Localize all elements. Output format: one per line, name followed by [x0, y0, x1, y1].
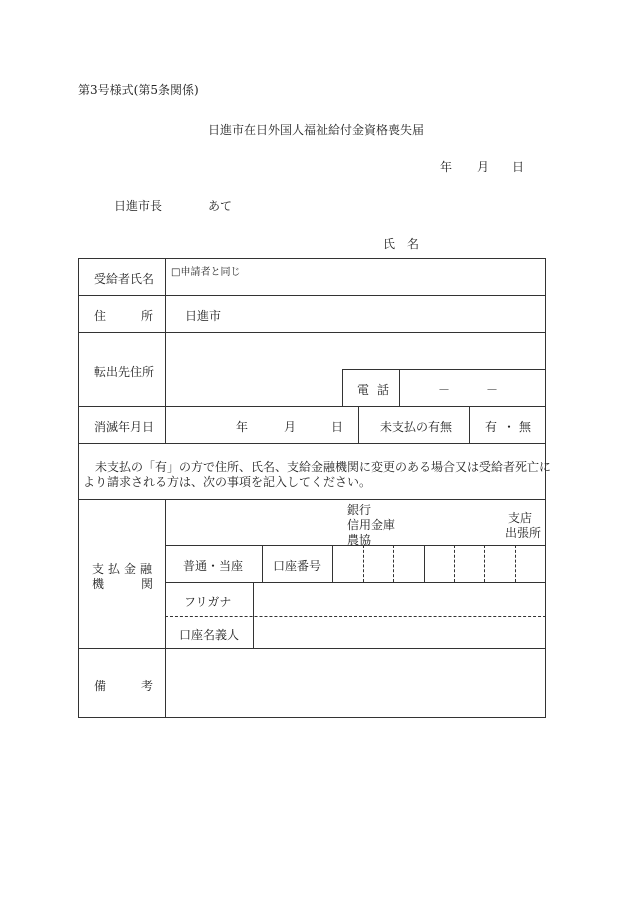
date-year: 年 [440, 160, 453, 174]
form-number: 第3号様式(第5条関係) [78, 83, 199, 97]
phone-label-2: 話 [377, 383, 390, 397]
phone-dash-2: － [486, 383, 499, 397]
account-number-label: 口座番号 [273, 559, 322, 573]
address-value: 日進市 [185, 309, 222, 323]
bank-type-agri: 農協 [347, 533, 372, 547]
unpaid-label: 未支払の有無 [380, 420, 453, 434]
bank-label-line-2b: 関 [141, 577, 154, 591]
applicant-name-label-2: 名 [407, 237, 420, 251]
account-holder-label: 口座名義人 [179, 628, 240, 642]
extinction-day: 日 [331, 420, 344, 434]
applicant-name-label-1: 氏 [383, 237, 396, 251]
address-label-1: 住 [94, 309, 107, 323]
bank-label-line-2a: 機 [92, 577, 105, 591]
bank-type-credit: 信用金庫 [347, 518, 396, 532]
date-day: 日 [512, 160, 525, 174]
recipient-name-label: 受給者氏名 [94, 272, 155, 286]
branch-type-branch: 支店 [508, 511, 533, 525]
bank-type-bank: 銀行 [347, 503, 372, 517]
phone-dash-1: － [438, 383, 451, 397]
account-type: 普通・当座 [183, 559, 244, 573]
branch-type-office: 出張所 [505, 526, 542, 540]
unpaid-no[interactable]: 無 [519, 420, 532, 434]
address-label-2: 所 [141, 309, 154, 323]
unpaid-dot: ・ [503, 420, 516, 434]
bank-label-line-1: 支払金融 [92, 562, 157, 576]
extinction-year: 年 [236, 420, 249, 434]
furigana-label: フリガナ [184, 595, 232, 609]
date-month: 月 [477, 160, 490, 174]
addressee-honorific: あて [208, 199, 233, 213]
phone-label-1: 電 [357, 383, 370, 397]
addressee-mayor: 日進市長 [114, 199, 163, 213]
unpaid-yes[interactable]: 有 [485, 420, 498, 434]
new-address-label: 転出先住所 [94, 365, 155, 379]
extinction-month: 月 [284, 420, 297, 434]
remarks-label-2: 考 [141, 679, 154, 693]
notice-line-1: 未支払の「有」の方で住所、氏名、支給金融機関に変更のある場合又は受給者死亡に [95, 460, 552, 474]
notice-line-2: より請求される方は、次の事項を記入してください。 [83, 475, 372, 489]
same-as-applicant-checkbox[interactable]: □申請者と同じ [171, 267, 241, 278]
extinction-date-label: 消滅年月日 [94, 420, 155, 434]
form-title: 日進市在日外国人福祉給付金資格喪失届 [208, 123, 425, 137]
remarks-label-1: 備 [94, 679, 107, 693]
